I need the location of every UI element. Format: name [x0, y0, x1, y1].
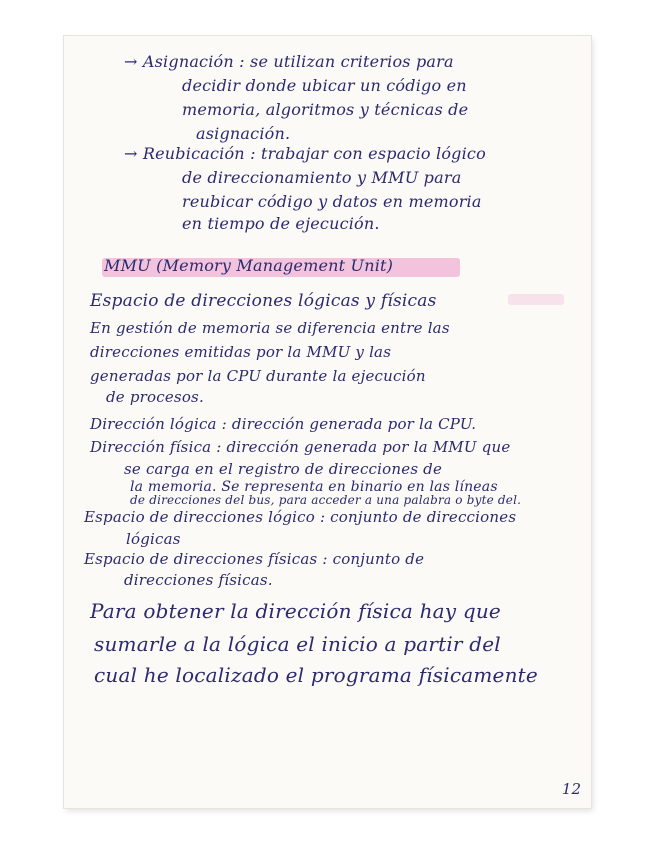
note-line: sumarle a la lógica el inicio a partir del [94, 632, 501, 656]
note-line: direcciones físicas. [124, 571, 273, 589]
note-line: de direcciones del bus, para acceder a una palabra o byte del. [130, 493, 522, 507]
note-line: direcciones emitidas por la MMU y las [90, 343, 392, 361]
note-line: de direccionamiento y MMU para [182, 168, 462, 187]
note-line: En gestión de memoria se diferencia entre las [90, 319, 450, 337]
note-line: Espacio de direcciones lógico : conjunto de direcciones [84, 508, 517, 526]
note-line: generadas por la CPU durante la ejecución [90, 367, 426, 385]
note-line: Espacio de direcciones lógicas y físicas [90, 291, 437, 311]
note-line: se carga en el registro de direcciones de [124, 460, 443, 478]
note-line: cual he localizado el programa físicamente [94, 663, 538, 687]
note-line: en tiempo de ejecución. [182, 214, 380, 233]
notebook-page [64, 36, 591, 808]
faint-highlight [508, 294, 564, 305]
note-line: Dirección lógica : dirección generada por la CPU. [90, 415, 477, 433]
note-line: Espacio de direcciones físicas : conjunto de [84, 550, 425, 568]
section-heading: MMU (Memory Management Unit) [104, 256, 394, 275]
note-line: memoria, algoritmos y técnicas de [182, 100, 469, 119]
note-line: de procesos. [106, 388, 204, 406]
note-line: decidir donde ubicar un código en [182, 76, 467, 95]
page-number: 12 [561, 780, 581, 798]
note-line: lógicas [126, 530, 181, 548]
note-line: reubicar código y datos en memoria [182, 192, 482, 211]
note-line: asignación. [196, 124, 291, 143]
note-line: → Reubicación : trabajar con espacio lógico [124, 144, 486, 163]
note-line: → Asignación : se utilizan criterios para [124, 52, 454, 71]
note-line: Dirección física : dirección generada por la MMU que [90, 438, 511, 456]
note-line: Para obtener la dirección física hay que [90, 599, 501, 623]
note-line: la memoria. Se representa en binario en las líneas [130, 479, 498, 495]
